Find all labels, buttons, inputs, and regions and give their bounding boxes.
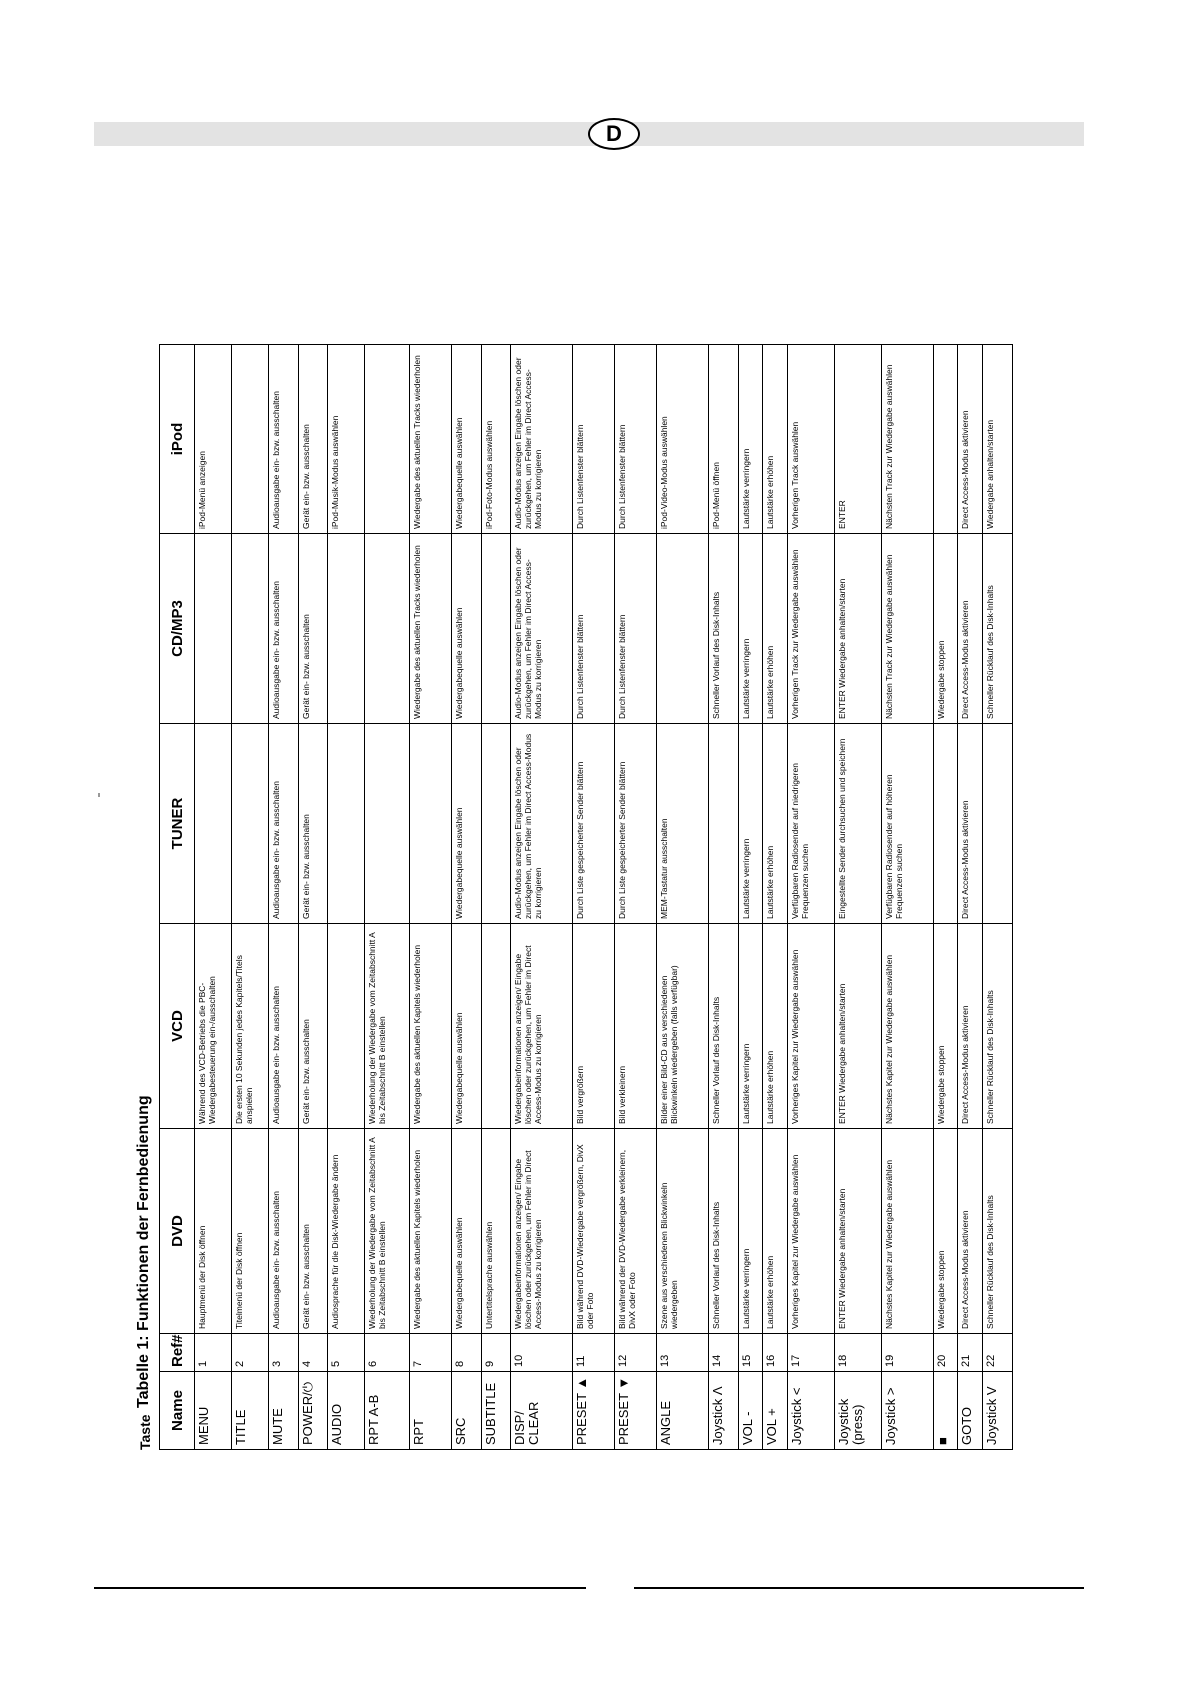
cell-ref: 12 — [615, 1334, 657, 1372]
cell-name: GOTO — [958, 1372, 983, 1450]
cell-ref: 18 — [834, 1334, 881, 1372]
cell-cd: Lautstärke verringern — [738, 534, 763, 724]
cell-name: POWER/⏻ — [298, 1372, 328, 1450]
cell-dvd: Audiosprache für die Disk-Wiedergabe ändern — [328, 1129, 365, 1334]
table-row — [615, 345, 657, 1450]
cell-dvd: Schneller Rücklauf des Disk-Inhalts — [983, 1129, 1013, 1334]
footer-rule-right — [634, 1587, 1084, 1589]
table-row — [881, 345, 933, 1450]
cell-name: MUTE — [269, 1372, 299, 1450]
cell-vcd: Nächstes Kapitel zur Wiedergabe auswählen — [881, 924, 933, 1129]
cell-ipod: Nächsten Track zur Wiedergabe auswählen — [881, 345, 933, 534]
cell-cd: Direct Access-Modus aktivieren — [958, 534, 983, 724]
cell-dvd: ENTER Wiedergabe anhalten/starten — [834, 1129, 881, 1334]
cell-tuner: Audio-Modus anzeigen Eingabe löschen oder zurückgehen, um Fehler im Direct Access-Modus zu korrigieren — [511, 724, 573, 924]
cell-tuner: Durch Liste gespeicherter Sender blättern — [573, 724, 615, 924]
cell-tuner: Lautstärke verringern — [738, 724, 763, 924]
cell-ref: 10 — [511, 1334, 573, 1372]
cell-dvd: Untertitelsprache auswählen — [481, 1129, 511, 1334]
cell-ipod — [933, 345, 958, 534]
cell-vcd: Schneller Rücklauf des Disk-Inhalts — [983, 924, 1013, 1129]
cell-tuner — [708, 724, 738, 924]
cell-ipod: Durch Listenfenster blättern — [573, 345, 615, 534]
cell-ref: 20 — [933, 1334, 958, 1372]
rotated-table-page — [125, 345, 1015, 1450]
cell-name: AUDIO — [328, 1372, 365, 1450]
cell-ref: 6 — [365, 1334, 409, 1372]
cell-tuner — [933, 724, 958, 924]
cell-name: Joystick (press) — [834, 1372, 881, 1450]
cell-ref: 2 — [232, 1334, 269, 1372]
cell-tuner — [328, 724, 365, 924]
cell-vcd: Lautstärke verringern — [738, 924, 763, 1129]
table-row — [409, 345, 451, 1450]
cell-cd: Gerät ein- bzw. ausschalten — [298, 534, 328, 724]
cell-ref: 19 — [881, 1334, 933, 1372]
cell-vcd: ENTER Wiedergabe anhalten/starten — [834, 924, 881, 1129]
cell-cd: Audio-Modus anzeigen Eingabe löschen oder zurückgehen, um Fehler im Direct Access-Modus zu korrigieren — [511, 534, 573, 724]
cell-ipod: Audio-Modus anzeigen Eingabe löschen oder zurückgehen, um Fehler im Direct Access-Modus zu korrigieren — [511, 345, 573, 534]
table-header-row — [160, 345, 195, 1450]
cell-ipod: Direct Access-Modus aktivieren — [958, 345, 983, 534]
cell-name: ■ — [933, 1372, 958, 1450]
cell-cd: Lautstärke erhöhen — [763, 534, 788, 724]
table-body — [195, 345, 1013, 1450]
table-row — [195, 345, 232, 1450]
language-badge: D — [588, 118, 640, 150]
cell-dvd: Direct Access-Modus aktivieren — [958, 1129, 983, 1334]
cell-tuner: Durch Liste gespeicherter Sender blättern — [615, 724, 657, 924]
cell-ipod: Lautstärke erhöhen — [763, 345, 788, 534]
column-header-name: Name — [160, 1372, 195, 1450]
cell-ipod: Vorherigen Track auswählen — [787, 345, 834, 534]
cell-ipod — [365, 345, 409, 534]
cell-name: DISP/ CLEAR — [511, 1372, 573, 1450]
cell-dvd: Wiedergabequelle auswählen — [451, 1129, 481, 1334]
cell-ipod: Wiedergabe anhalten/starten — [983, 345, 1013, 534]
cell-ipod: Wiedergabequelle auswählen — [451, 345, 481, 534]
cell-name: Joystick > — [881, 1372, 933, 1450]
table-row — [787, 345, 834, 1450]
cell-cd: Durch Listenfenster blättern — [573, 534, 615, 724]
table-row — [232, 345, 269, 1450]
footer-rule-left — [94, 1587, 586, 1589]
cell-dvd: Wiedergabeinformationen anzeigen/ Eingabe löschen oder zurückgehen, um Fehler im Direct Access-Modus zu korrigieren — [511, 1129, 573, 1334]
cell-dvd: Bild während DVD-Wiedergabe vergrößern, DivX oder Foto — [573, 1129, 615, 1334]
column-header-cdmp3: CD/MP3 — [160, 534, 195, 724]
cell-ipod: iPod-Musik-Modus auswählen — [328, 345, 365, 534]
cell-ref: 15 — [738, 1334, 763, 1372]
cell-tuner: Eingestellte Sender durchsuchen und speichern — [834, 724, 881, 924]
cell-cd: Schneller Rücklauf des Disk-Inhalts — [983, 534, 1013, 724]
cell-cd — [328, 534, 365, 724]
cell-tuner: Audioausgabe ein- bzw. ausschalten — [269, 724, 299, 924]
cell-cd — [657, 534, 709, 724]
cell-ipod: ENTER — [834, 345, 881, 534]
cell-cd: Audioausgabe ein- bzw. ausschalten — [269, 534, 299, 724]
cell-ipod: iPod-Menü anzeigen — [195, 345, 232, 534]
cell-name: RPT — [409, 1372, 451, 1450]
table-row — [481, 345, 511, 1450]
cell-name: TITLE — [232, 1372, 269, 1450]
cell-name: SUBTITLE — [481, 1372, 511, 1450]
cell-ref: 21 — [958, 1334, 983, 1372]
cell-vcd: Wiedergabe stoppen — [933, 924, 958, 1129]
table-group-label: Taste — [137, 1414, 153, 1450]
cell-tuner — [232, 724, 269, 924]
cell-vcd: Wiederholung der Wiedergabe vom Zeitabschnitt A bis Zeitabschnitt B einstellen — [365, 924, 409, 1129]
cell-ipod: iPod-Foto-Modus auswählen — [481, 345, 511, 534]
remote-functions-table — [159, 344, 1013, 1450]
cell-vcd: Schneller Vorlauf des Disk-Inhalts — [708, 924, 738, 1129]
cell-ipod: iPod-Video-Modus auswählen — [657, 345, 709, 534]
cell-dvd: Nächstes Kapitel zur Wiedergabe auswählen — [881, 1129, 933, 1334]
cell-name: Joystick Λ — [708, 1372, 738, 1450]
column-header-ref: Ref# — [160, 1334, 195, 1372]
cell-vcd: Audioausgabe ein- bzw. ausschalten — [269, 924, 299, 1129]
cell-tuner: Direct Access-Modus aktivieren — [958, 724, 983, 924]
cell-vcd: Bilder einer Bild-CD aus verschiedenen Blickwinkeln wiedergeben (falls verfügbar) — [657, 924, 709, 1129]
cell-vcd — [328, 924, 365, 1129]
cell-dvd: Wiedergabe stoppen — [933, 1129, 958, 1334]
table-row — [573, 345, 615, 1450]
cell-dvd: Hauptmenü der Disk öffnen — [195, 1129, 232, 1334]
cell-tuner — [481, 724, 511, 924]
cell-ref: 9 — [481, 1334, 511, 1372]
cell-ref: 8 — [451, 1334, 481, 1372]
cell-tuner: Verfügbaren Radiosender auf niedrigeren Frequenzen suchen — [787, 724, 834, 924]
cell-vcd: Bild verkleinern — [615, 924, 657, 1129]
table-row — [269, 345, 299, 1450]
cell-name: PRESET ▲ — [573, 1372, 615, 1450]
cell-ipod — [232, 345, 269, 534]
cell-vcd: Während des VCD-Betriebs die PBC-Wiedergabesteuerung ein-/ausschalten — [195, 924, 232, 1129]
cell-tuner: MEM-Tastatur ausschalten — [657, 724, 709, 924]
table-row — [451, 345, 481, 1450]
cell-dvd: Titelmenü der Disk öffnen — [232, 1129, 269, 1334]
cell-dvd: Wiedergabe des aktuellen Kapitels wiederholen — [409, 1129, 451, 1334]
cell-tuner: Gerät ein- bzw. ausschalten — [298, 724, 328, 924]
cell-ref: 13 — [657, 1334, 709, 1372]
cell-cd — [365, 534, 409, 724]
cell-dvd: Bild während der DVD-Wiedergabe verkleinern, DivX oder Foto — [615, 1129, 657, 1334]
cell-cd: Nächsten Track zur Wiedergabe auswählen — [881, 534, 933, 724]
cell-ref: 16 — [763, 1334, 788, 1372]
table-row — [328, 345, 365, 1450]
cell-ipod: Audioausgabe ein- bzw. ausschalten — [269, 345, 299, 534]
column-header-ipod: iPod — [160, 345, 195, 534]
table-row — [834, 345, 881, 1450]
cell-ref: 22 — [983, 1334, 1013, 1372]
cell-name: MENU — [195, 1372, 232, 1450]
column-header-tuner: TUNER — [160, 724, 195, 924]
cell-cd — [232, 534, 269, 724]
cell-ref: 7 — [409, 1334, 451, 1372]
cell-cd: Wiedergabequelle auswählen — [451, 534, 481, 724]
cell-cd: Durch Listenfenster blättern — [615, 534, 657, 724]
cell-ref: 11 — [573, 1334, 615, 1372]
table-row — [763, 345, 788, 1450]
cell-ipod: iPod-Menü öffnen — [708, 345, 738, 534]
cell-tuner: Verfügbaren Radiosender auf höheren Frequenzen suchen — [881, 724, 933, 924]
cell-name: RPT A-B — [365, 1372, 409, 1450]
cell-dvd: Vorheriges Kapitel zur Wiedergabe auswählen — [787, 1129, 834, 1334]
table-row — [657, 345, 709, 1450]
cell-vcd: Wiedergabe des aktuellen Kapitels wiederholen — [409, 924, 451, 1129]
cell-cd: Wiedergabe stoppen — [933, 534, 958, 724]
cell-dvd: Gerät ein- bzw. ausschalten — [298, 1129, 328, 1334]
cell-ref: 17 — [787, 1334, 834, 1372]
cell-tuner: Lautstärke erhöhen — [763, 724, 788, 924]
cell-vcd — [481, 924, 511, 1129]
table-row — [708, 345, 738, 1450]
cell-cd — [481, 534, 511, 724]
cell-tuner — [365, 724, 409, 924]
cell-vcd: Wiedergabeinformationen anzeigen/ Eingabe löschen oder zurückgehen, um Fehler im Direct Access-Modus zu korrigieren — [511, 924, 573, 1129]
cell-name: PRESET ▼ — [615, 1372, 657, 1450]
cell-ref: 3 — [269, 1334, 299, 1372]
cell-ref: 14 — [708, 1334, 738, 1372]
table-row — [958, 345, 983, 1450]
cell-ref: 5 — [328, 1334, 365, 1372]
cell-name: Joystick < — [787, 1372, 834, 1450]
column-header-vcd: VCD — [160, 924, 195, 1129]
scan-mark — [98, 793, 100, 797]
cell-name: ANGLE — [657, 1372, 709, 1450]
cell-ref: 4 — [298, 1334, 328, 1372]
cell-dvd: Lautstärke erhöhen — [763, 1129, 788, 1334]
table-row — [933, 345, 958, 1450]
cell-ref: 1 — [195, 1334, 232, 1372]
cell-name: VOL + — [763, 1372, 788, 1450]
table-row — [738, 345, 763, 1450]
cell-dvd: Lautstärke verringern — [738, 1129, 763, 1334]
cell-ipod: Lautstärke verringern — [738, 345, 763, 534]
cell-ipod: Durch Listenfenster blättern — [615, 345, 657, 534]
cell-vcd: Direct Access-Modus aktivieren — [958, 924, 983, 1129]
cell-name: Joystick V — [983, 1372, 1013, 1450]
cell-cd: ENTER Wiedergabe anhalten/starten — [834, 534, 881, 724]
table-row — [511, 345, 573, 1450]
table-caption: Tabelle 1: Funktionen der Fernbedienung — [135, 1095, 152, 1408]
cell-tuner: Wiedergabequelle auswählen — [451, 724, 481, 924]
cell-tuner — [983, 724, 1013, 924]
table-row — [365, 345, 409, 1450]
cell-dvd: Wiederholung der Wiedergabe vom Zeitabschnitt A bis Zeitabschnitt B einstellen — [365, 1129, 409, 1334]
table-row — [298, 345, 328, 1450]
cell-dvd: Szene aus verschiedenen Blickwinkeln wiedergeben — [657, 1129, 709, 1334]
cell-cd: Wiedergabe des aktuellen Tracks wiederholen — [409, 534, 451, 724]
cell-tuner — [409, 724, 451, 924]
cell-name: VOL - — [738, 1372, 763, 1450]
table-row — [983, 345, 1013, 1450]
cell-dvd: Audioausgabe ein- bzw. ausschalten — [269, 1129, 299, 1334]
cell-dvd: Schneller Vorlauf des Disk-Inhalts — [708, 1129, 738, 1334]
cell-cd: Vorherigen Track zur Wiedergabe auswählen — [787, 534, 834, 724]
cell-vcd: Die ersten 10 Sekunden jedes Kapitels/Titels anspielen — [232, 924, 269, 1129]
cell-cd: Schneller Vorlauf des Disk-Inhalts — [708, 534, 738, 724]
cell-ipod: Wiedergabe des aktuellen Tracks wiederholen — [409, 345, 451, 534]
column-header-dvd: DVD — [160, 1129, 195, 1334]
cell-vcd: Wiedergabequelle auswählen — [451, 924, 481, 1129]
cell-tuner — [195, 724, 232, 924]
cell-vcd: Vorheriges Kapitel zur Wiedergabe auswählen — [787, 924, 834, 1129]
cell-vcd: Bild vergrößern — [573, 924, 615, 1129]
cell-vcd: Gerät ein- bzw. ausschalten — [298, 924, 328, 1129]
cell-vcd: Lautstärke erhöhen — [763, 924, 788, 1129]
cell-cd — [195, 534, 232, 724]
cell-ipod: Gerät ein- bzw. ausschalten — [298, 345, 328, 534]
cell-name: SRC — [451, 1372, 481, 1450]
